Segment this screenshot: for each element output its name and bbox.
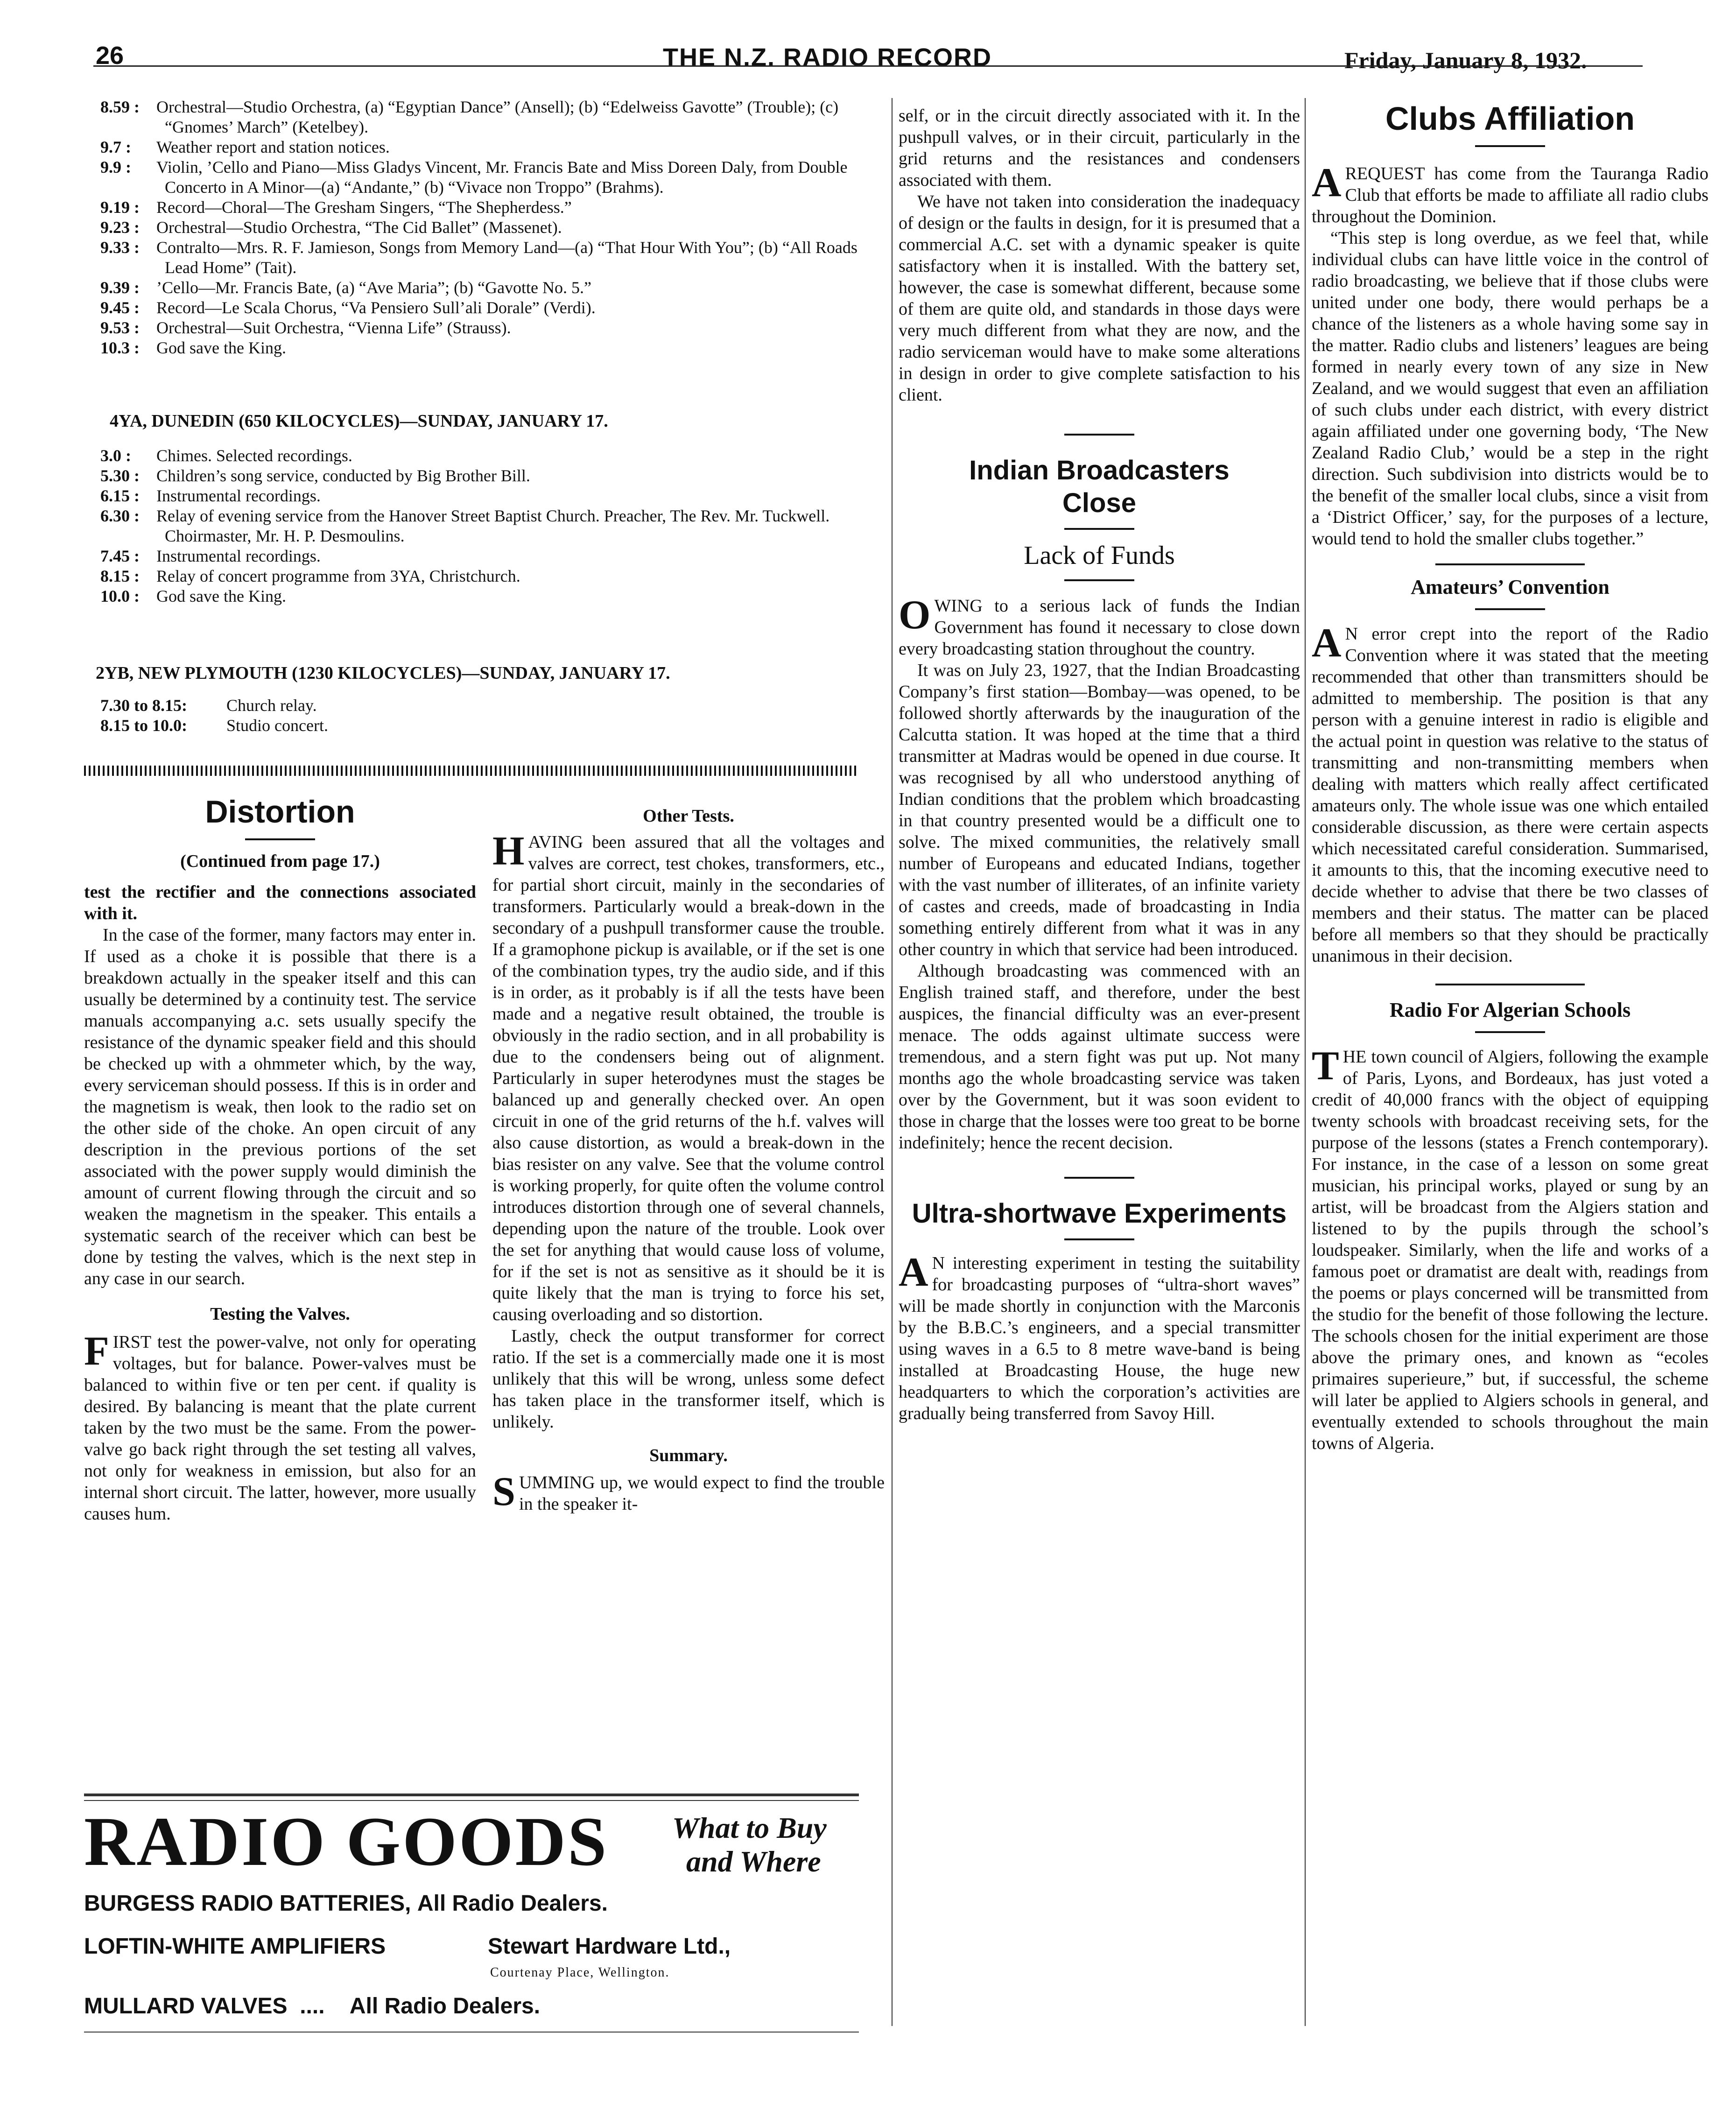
header-rule [93,65,1643,67]
section-rule [1064,1177,1134,1179]
title-rule [1064,579,1134,581]
section-rule [1064,434,1134,436]
advert-top-rule-thin [84,1800,859,1801]
paragraph: AREQUEST has come from the Tauranga Radio Club that efforts be made to affiliate all radio clubs throughout the Dominion. [1312,160,1708,226]
subheading-other-tests: Other Tests. [643,806,734,826]
distortion-column-1 [84,794,476,1525]
continued-note: (Continued from page 17.) [180,851,380,871]
programme-row: 7.30 to 8.15: Church relay. [100,696,317,715]
title-rule [1475,1031,1545,1033]
dunedin-programme [100,446,871,606]
programme-row: 9.7 : Weather report and station notices. [100,138,390,156]
advert-row-3: MULLARD VALVES .... All Radio Dealers. [84,1994,541,2019]
programme-row: 10.0 : God save the King. [100,587,286,605]
advert-title: RADIO GOODS [84,1803,609,1880]
title-rule [245,838,315,840]
programme-row: 9.23 : Orchestral—Studio Orchestra, “The Cid Ballet” (Massenet). [100,218,562,237]
new-plymouth-programme [100,696,871,736]
paragraph: self, or in the circuit directly associated with it. In the pushpull valves, or in their circuit, particularly in the grid returns and the resistances and condensers associated with them. [899,106,1300,190]
programme-row: 9.53 : Orchestral—Suit Orchestra, “Vienna Life” (Strauss). [100,318,511,337]
paragraph: A N error crept into the report of the Radio Convention where it was stated that the meeting recommended that other than transmitters should be admitted to membership. The position is that any person with a genuine interest in radio is eligible and the actual point in question was relative to the status of transmitting and non-transmitting members when dealing with matters which really affect certificated amateurs only. The whole issue was one which entailed considerable discussion, as there were certain aspects which necessitated careful consideration. Summarised, it amounts to this, that the incoming executive need to decide whether to advise that there be two classes of members and their status. The matter can be placed before all members so that they should be practically unanimous in their decision. [1312,620,1708,966]
column-4 [1312,100,1708,1454]
advert-tagline-1: What to Buy [672,1811,827,1844]
paragraph: HAVING been assured that all the voltages and valves are correct, test chokes, transformers, etc., for partial short circuit, mainly in the secondaries of transformers. Particularly would a break-down in the secondary of a pushpull transformer cause the trouble. If a gramophone pickup is available, or if the set is one of the combination types, try the audio side, and if this is in order, as it probably is if all the tests have been made and a negative result obtained, the trouble is obviously in the radio section, and in all probability is due to the condensers being out of alignment. Particularly in super heterodynes must the stages be balanced up and generally checked over. An open circuit in one of the grid returns of the h.f. valves will also cause distortion, as would a break-down in the bias resister on any valve. See that the volume control is working properly, for quite often the volume control introduces distortion through one of several channels, depending upon the nature of the trouble. Look over the set for anything that would cause loss of volume, for if the set is not as sensitive as it should be it is quite likely that the man is trying to force his set, causing overloading and so distortion. [492,829,885,1324]
paragraph: THE town council of Algiers, following the example of Paris, Lyons, and Bordeaux, has just voted a credit of 40,000 francs with the object of equipping twenty schools with broadcast receiving sets, for the purpose of the lessons (states a French contemporary). For instance, in the case of a lesson on some great musician, his principal works, played or sung by an artist, will be broadcast from the Algiers station and listened to by the pupils through the school’s loudspeaker. Similarly, when the life and works of a famous poet or dramatist are dealt with, readings from the poems or plays concerned will be transmitted from the studio for the benefit of those following the lecture. The schools chosen for the initial experiment are those above the primary ones, and known as “ecoles primaires superieure,” but, if successful, the scheme will later be applied to Algiers schools in general, and eventually extended to schools throughout the main towns of Algeria. [1312,1043,1708,1453]
paragraph: It was on July 23, 1927, that the Indian Broadcasting Company’s first station—Bombay—was opened, to be followed shortly afterwards by the inauguration of the Calcutta station. It was hoped at the time that a third transmitter at Madras would be opened in due course. It was recognised by all who understood anything of Indian conditions that the problem which broadcasting in that country presented would be a difficult one to solve. The mixed communities, the relatively small number of Europeans and educated Indians, together with the vast number of illiterates, of an infinite variety of castes and creeds, made of broadcasting in India something entirely different from what it was in any other country in which that service had been introduced. [899,661,1300,959]
amateurs-title: Amateurs’ Convention [1411,576,1609,598]
paragraph: “This step is long overdue, as we feel that, while individual clubs can have little voice in the control of radio broadcasting, we believe that if those clubs were united under one body, there would perhaps be a chance of the listeners as a whole having some say in the matter. Radio clubs and listeners’ leagues are being formed in nearly every town of any size in New Zealand, and we would suggest that even an affiliation of such clubs under each district, with every district again affiliated under one governing body, ‘The New Zealand Radio Club,’ would be a step in the right direction. Such subdivision into districts would be to the benefit of the smaller local clubs, since a visit from a ‘District Officer,’ say, for the purposes of a lecture, would tend to hold the smaller clubs together.” [1312,228,1708,549]
dunedin-heading: 4YA, DUNEDIN (650 KILOCYCLES)—SUNDAY, JANUARY 17. [110,411,608,431]
title-rule [1475,608,1545,610]
issue-date: Friday, January 8, 1932. [1344,47,1587,73]
algerian-title: Radio For Algerian Schools [1389,999,1631,1021]
advert-bottom-rule [84,2032,859,2033]
programme-row: 6.15 : Instrumental recordings. [100,486,321,505]
indian-title: Indian Broadcasters Close [969,455,1230,518]
programme-row: 9.19 : Record—Choral—The Gresham Singers, “The Shepherdess.” [100,198,572,217]
page-number: 26 [96,42,124,70]
new-plymouth-heading: 2YB, NEW PLYMOUTH (1230 KILOCYCLES)—SUNDAY, JANUARY 17. [96,663,670,683]
programme-row: 10.3 : God save the King. [100,338,286,357]
programme-row: 8.15 : Relay of concert programme from 3YA, Christchurch. [100,567,520,585]
decorative-border [84,766,859,776]
section-rule [1435,563,1585,565]
advert-row-2-product: LOFTIN-WHITE AMPLIFIERS [84,1934,386,1959]
programme-row: 8.15 to 10.0: Studio concert. [100,716,328,735]
paragraph: OWING to a serious lack of funds the Indian Government has found it necessary to close down every broadcasting station throughout the country. [899,592,1300,659]
ultra-title: Ultra-shortwave Experiments [912,1198,1287,1229]
distortion-title: Distortion [205,794,355,830]
publication-title: THE N.Z. RADIO RECORD [663,43,992,71]
column-divider [892,98,893,2026]
subheading-summary: Summary. [649,1446,728,1465]
column-divider [1305,98,1306,2026]
paragraph: SUMMING up, we would expect to find the trouble in the speaker it- [492,1469,885,1514]
advert-row-2-address: Courtenay Place, Wellington. [490,1965,670,1980]
programme-row: 9.33 : Contralto—Mrs. R. F. Jamieson, Songs from Memory Land—(a) “That Hour With You”; (b) “All Roads Lead Home” (Tait). [100,238,857,277]
clubs-title: Clubs Affiliation [1385,100,1635,137]
title-rule [1064,528,1134,530]
advert-top-rule [84,1794,859,1796]
paragraph: Although broadcasting was commenced with an English trained staff, and therefore, under the best auspices, the financial difficulty was an ever-present menace. The odds against ultimate success were tremendous, and a stern fight was put up. Not many months ago the whole broadcasting service was taken over by the Government, but it was soon evident to those in charge that the losses were too great to be borne indefinitely; hence the recent decision. [899,961,1300,1153]
advert-row-2-dealer: Stewart Hardware Ltd., [488,1934,731,1959]
distortion-column-2 [492,805,885,1515]
title-rule [1475,145,1545,147]
paragraph: We have not taken into consideration the inadequacy of design or the faults in design, for it is presumed that a commercial A.C. set with a dynamic speaker is quite satisfactory when it is installed. With the battery set, however, the case is somewhat different, because some of them are quite old, and standards in those days were very much different from what they are now, and the radio serviceman would have to make some alterations in design in order to give complete satisfaction to his client. [899,192,1300,405]
paragraph: A N interesting experiment in testing the suitability for broadcasting purposes of “ultra-short waves” will be made shortly in conjunction with the Marconis by the B.B.C.’s engineers, and a special transmitter using waves in a 6.5 to 8 metre wave-band is being installed at Broadcasting House, the huge new headquarters to which the corporation’s activities are gradually being transferred from Savoy Hill. [899,1250,1300,1423]
paragraph: FIRST test the power-valve, not only for operating voltages, but for balance. Power-valves must be balanced to within five or ten per cent. if quality is desired. By balancing is meant that the plate current taken by the two must be the same. From the power-valve go back right through the set testing all valves, not only for weakness in emission, but also for an internal short circuit. The latter, however, more usually causes hum. [84,1329,476,1524]
programme-row: 9.39 : ’Cello—Mr. Francis Bate, (a) “Ave Maria”; (b) “Gavotte No. 5.” [100,278,592,297]
paragraph: Lastly, check the output transformer for correct ratio. If the set is a commercially made one it is most unlikely that this will be wrong, unless some defect has taken place in the transformer itself, which is unlikely. [492,1326,885,1432]
paragraph: test the rectifier and the connections associated with it. [84,882,476,923]
programme-row: 3.0 : Chimes. Selected recordings. [100,446,352,465]
subheading-testing-valves: Testing the Valves. [210,1304,350,1324]
advert-row-1: BURGESS RADIO BATTERIES, All Radio Dealers. [84,1891,608,1916]
programme-row: 9.9 : Violin, ’Cello and Piano—Miss Gladys Vincent, Mr. Francis Bate and Miss Doreen Daly, from Double Concerto in A Minor—(a) “Andante,” (b) “Vivace non Troppo” (Brahms). [100,158,848,197]
programme-row: 7.45 : Instrumental recordings. [100,547,321,565]
programme-row: 5.30 : Children’s song service, conducted by Big Brother Bill. [100,466,530,485]
programme-row: 9.45 : Record—Le Scala Chorus, “Va Pensiero Sull’ali Dorale” (Verdi). [100,298,596,317]
programme-row: 6.30 : Relay of evening service from the Hanover Street Baptist Church. Preacher, The Rev. Mr. Tuckwell. Choirmaster, Mr. H. P. Desmoulins. [100,506,830,545]
column-3 [899,105,1300,1424]
programme-row: 8.59 : Orchestral—Studio Orchestra, (a) “Egyptian Dance” (Ansell); (b) “Edelweiss Gavotte” (Trouble); (c) “Gnomes’ March” (Ketelbey). [100,98,839,136]
advert-tagline-2: and Where [686,1845,821,1878]
indian-subtitle: Lack of Funds [1024,541,1175,570]
programme-top [100,97,871,358]
title-rule [1064,1238,1134,1240]
paragraph: In the case of the former, many factors may enter in. If used as a choke it is possible that there is a breakdown actually in the speaker itself and this can usually be determined by a continuity test. The service manuals accompanying a.c. sets usually specify the resistance of the dynamic speaker field and this should be checked up with a ohmmeter which, by the way, every serviceman should possess. If this is in order and the magnetism is weak, then look to the radio set on the other side of the choke. An open circuit of any description in the previous portions of the set associated with the power supply would diminish the amount of current flowing through the circuit and so weaken the magnetism in the speaker. This entails a systematic search of the receiver which can best be done by testing the valves, which is the next step in any case in our search. [84,925,476,1288]
section-rule [1435,984,1585,985]
